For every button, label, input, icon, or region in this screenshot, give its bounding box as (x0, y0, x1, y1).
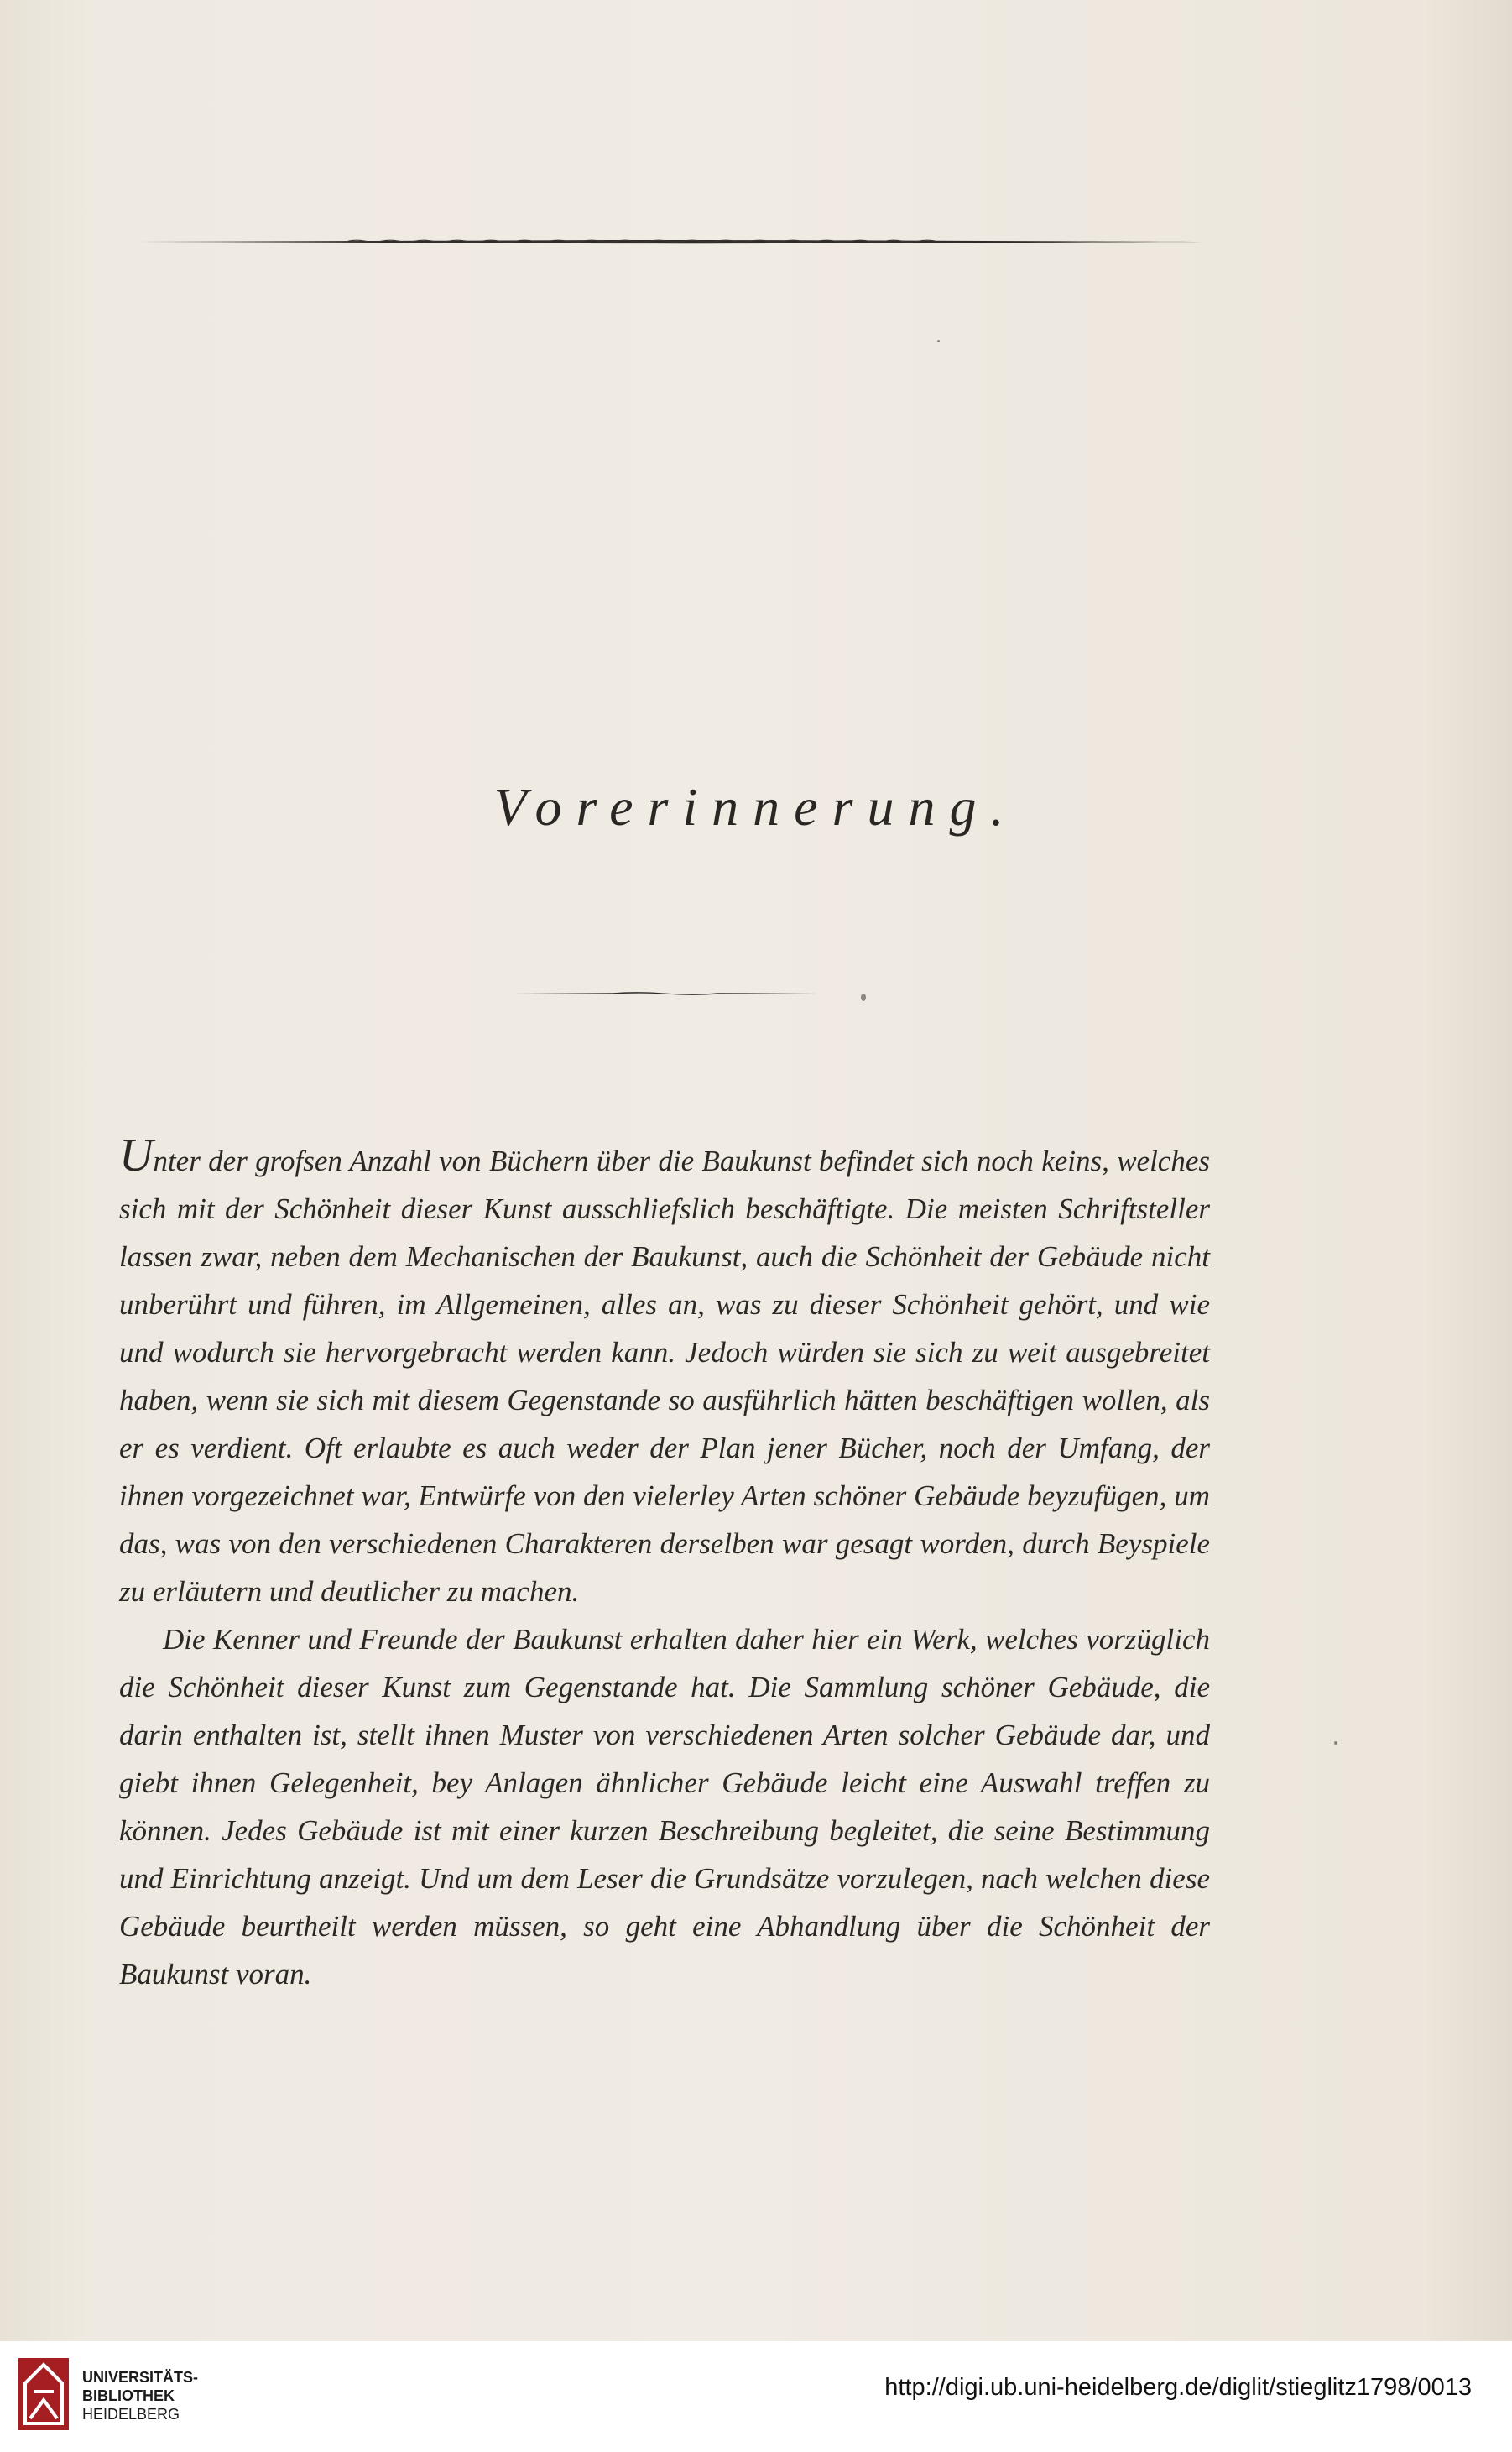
title-divider (512, 990, 818, 997)
preface-text (119, 1129, 1210, 1998)
page-title: Vorerinnerung. (493, 777, 1019, 837)
ornamental-top-rule (138, 237, 1212, 246)
paragraph-2: Die Kenner und Freunde der Baukunst erhalten daher hier ein Werk, welches vorzüglich die Schönheit dieser Kunst zum Gegenstande hat. Die Sammlung schöner Gebäude, die darin enthalten ist, stellt ihnen Muster von verschiedenen Arten solcher Gebäude dar, und giebt ihnen Gelegenheit, bey Anlagen ähnlicher Gebäude leicht eine Auswahl treffen zu können. Jedes Gebäude ist mit einer kurzen Beschreibung begleitet, die seine Bestimmung und Einrichtung anzeigt. Und um dem Leser die Grundsätze vorzulegen, nach welchen diese Gebäude beurtheilt werden müssen, so geht eine Abhandlung über die Schönheit der Baukunst voran. (119, 1623, 1210, 1990)
library-name-line-3: HEIDELBERG (82, 2406, 180, 2423)
library-name (82, 2368, 198, 2423)
paper-speck (861, 994, 866, 1001)
university-library-logo-icon (18, 2358, 69, 2430)
paper-speck (937, 340, 940, 342)
source-url-link[interactable]: http://digi.ub.uni-heidelberg.de/diglit/stieglitz1798/0013 (884, 2374, 1472, 2401)
paragraph-1-text: nter der grofsen Anzahl von Büchern über die Baukunst befindet sich noch keins, welches sich mit der Schönheit dieser Kunst ausschliefslich beschäftigte. Die meisten Schriftsteller lassen zwar, neben dem Mechanischen der Baukunst, auch die Schönheit der Gebäude nicht unberührt und führen, im Allgemeinen, alles an, was zu dieser Schönheit gehört, und wie und wodurch sie hervorgebracht werden kann. Jedoch würden sie sich zu weit ausgebreitet haben, wenn sie sich mit diesem Gegenstande so ausführlich hätten beschäftigen wollen, als er es verdient. Oft erlaubte es auch weder der Plan jener Bücher, noch der Umfang, der ihnen vorgezeichnet war, Entwürfe von den vielerley Arten schöner Gebäude beyzufügen, um das, was von den verschiedenen Charakteren derselben war gesagt worden, durch Beyspiele zu erläutern und deutlicher zu machen. (119, 1145, 1210, 1608)
paragraph-1 (119, 1129, 1210, 1615)
library-name-line-1: UNIVERSITÄTS- (82, 2369, 199, 2386)
paper-speck (1334, 1741, 1337, 1745)
drop-capital: U (119, 1129, 154, 1182)
library-name-line-2: BIBLIOTHEK (82, 2387, 175, 2404)
